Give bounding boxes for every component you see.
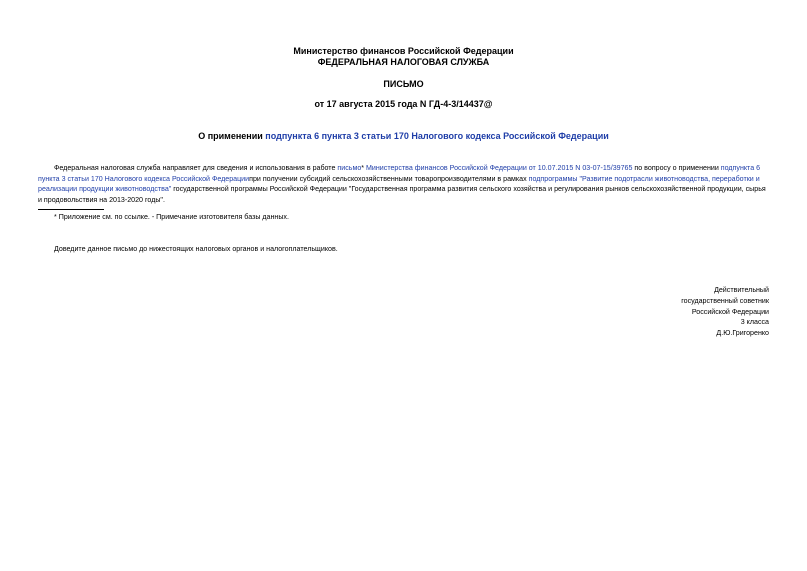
letter-link[interactable]: письмо	[337, 164, 362, 172]
body-text-5: государственной программы Российской Федерации "Государственная программа развития сельского хозяйства и регулирования рынков сельскохозяйственной продукции, сырья и продовольствия на 2013-2020 годы".	[38, 185, 766, 204]
body-text-3: по вопросу о применении	[632, 164, 721, 172]
signature-name: Д.Ю.Григоренко	[716, 329, 769, 338]
signature-line-2: государственный советник	[681, 296, 769, 305]
signature-block	[681, 285, 769, 339]
minfin-letter-link[interactable]: Министерства финансов Российской Федерации от 10.07.2015 N 03-07-15/39765	[366, 164, 633, 172]
title-code-link[interactable]: подпункта 6 пункта 3 статьи 170 Налогового кодекса Российской Федерации	[265, 131, 609, 141]
signature-line-4: 3 класса	[740, 318, 769, 327]
header-block	[0, 46, 807, 68]
document-type: ПИСЬМО	[383, 79, 424, 89]
ministry-name: Министерство финансов Российской Федерации	[293, 46, 514, 56]
body-text-4: при получении субсидий сельскохозяйственными товаропроизводителями в рамках	[249, 174, 529, 183]
body-paragraph	[38, 163, 770, 205]
title-prefix: О применении	[198, 131, 266, 141]
signature-line-3: Российской Федерации	[691, 307, 769, 316]
footnote-divider	[38, 209, 104, 210]
subprogram-link[interactable]: подпрограммы "Развитие подотрасли животноводства, переработки и реализации продукции животноводства"	[38, 174, 760, 193]
document-date-number: от 17 августа 2015 года N ГД-4-3/14437@	[314, 99, 493, 109]
tax-code-link[interactable]: подпункта 6 пункта 3 статьи 170 Налогового кодекса Российской Федерации	[38, 164, 761, 183]
instruction-text: Доведите данное письмо до нижестоящих налоговых органов и налогоплательщиков.	[54, 245, 338, 253]
footnote-text: * Приложение см. по ссылке. - Примечание изготовителя базы данных.	[54, 213, 289, 221]
signature-line-1: Действительный	[714, 286, 769, 294]
service-name: ФЕДЕРАЛЬНАЯ НАЛОГОВАЯ СЛУЖБА	[317, 57, 490, 67]
body-text-1: Федеральная налоговая служба направляет для сведения и использования в работе	[54, 164, 338, 172]
document-title	[0, 131, 807, 141]
body-text-2: *	[361, 164, 367, 172]
